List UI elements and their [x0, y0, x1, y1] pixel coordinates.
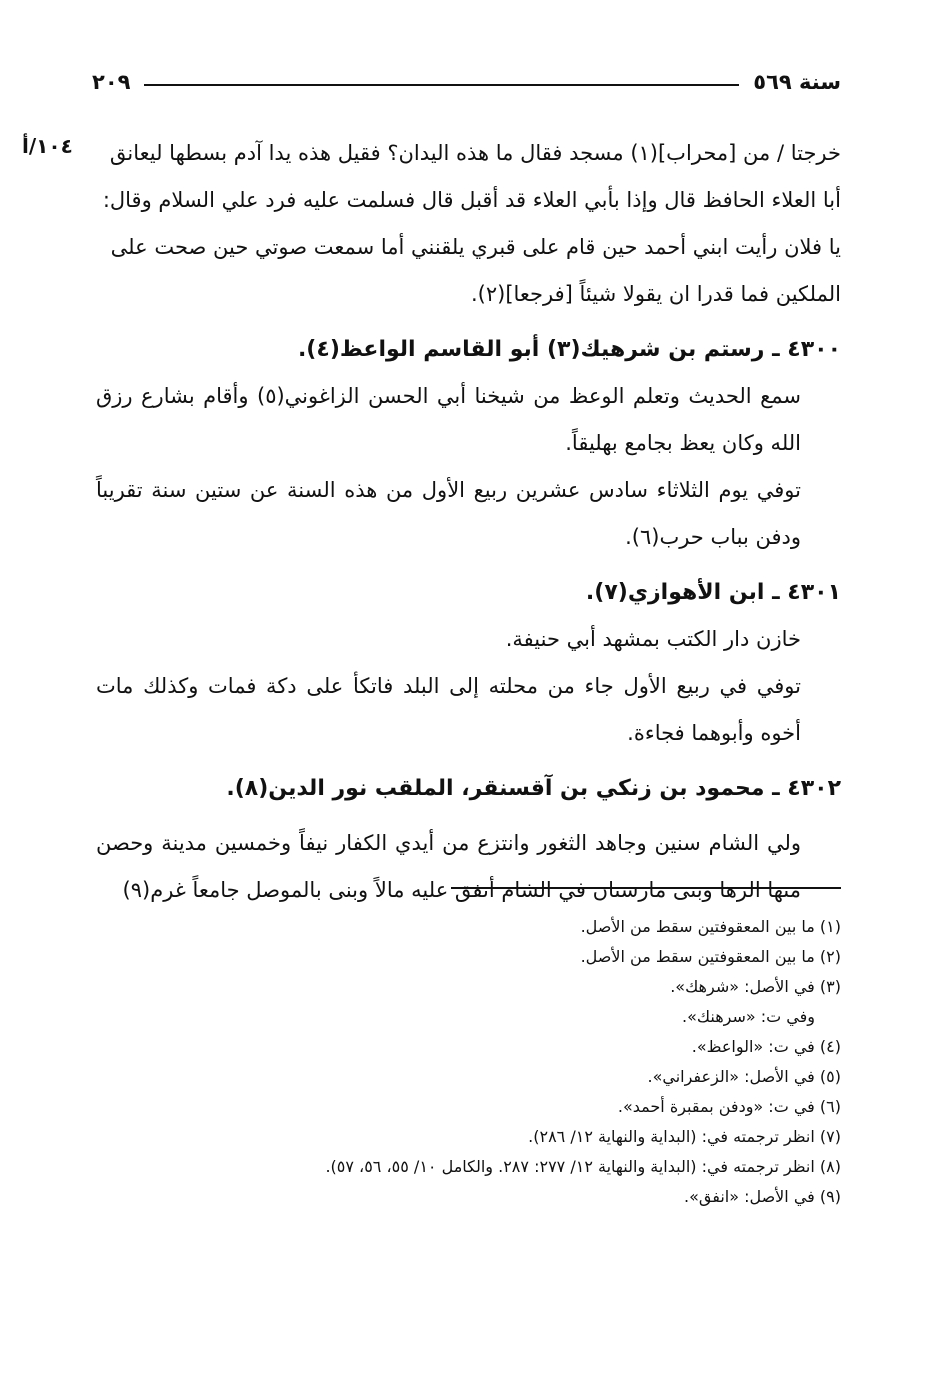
footnote: (٤) في ت: «الواعظ». — [691, 1037, 841, 1056]
footnote: (٣) في الأصل: «شرهك». — [670, 977, 841, 996]
footnote: (١) ما بين المعقوفتين سقط من الأصل. — [580, 917, 841, 936]
entry-paragraph: سمع الحديث وتعلم الوعظ من شيخنا أبي الحسن الزاغوني(٥) وأقام بشارع رزق الله وكان يعظ بجامع بهليقاً. — [96, 384, 802, 455]
running-header — [92, 62, 841, 102]
entry-paragraph: ولي الشام سنين وجاهد الثغور وانتزع من أيدي الكفار نيفاً وخمسين مدينة وحصن منها الرها وبنى مارستان في الشام أنفق عليه مالاً وبنى بالموصل جامعاً غرم(٩) — [96, 831, 801, 902]
footnote: (٨) انظر ترجمته في: (البداية والنهاية ١٢/ ٢٧٧: ٢٨٧. والكامل ١٠/ ٥٥، ٥٦، ٥٧). — [325, 1157, 841, 1176]
footnote: وفي ت: «سرهنك». — [682, 1007, 815, 1026]
header-rule — [144, 84, 739, 86]
entry-paragraph: توفي في ربيع الأول جاء من محلته إلى البلد فاتكأ على دكة فمات وكذلك مات أخوه وأبوهما فجاءة. — [96, 674, 801, 745]
entry-title: ٤٣٠١ ـ ابن الأهوازي(٧). — [585, 580, 841, 605]
entry-title: ٤٣٠٢ ـ محمود بن زنكي بن آقسنقر، الملقب نور الدين(٨). — [226, 776, 841, 801]
main-text — [96, 130, 841, 914]
footnote: (٧) انظر ترجمته في: (البداية والنهاية ١٢/ ٢٨٦). — [528, 1127, 841, 1146]
footnote: (٢) ما بين المعقوفتين سقط من الأصل. — [580, 947, 841, 966]
intro-line: خرجتا / من [محراب](١) مسجد فقال ما هذه اليدان؟ فقيل هذه يدا آدم بسطها ليعانق — [109, 141, 841, 165]
entry-paragraph: توفي يوم الثلاثاء سادس عشرين ربيع الأول من هذه السنة عن ستين سنة تقريباً ودفن بباب حرب(٦). — [96, 478, 801, 549]
footnote: (٦) في ت: «ودفن بمقبرة أحمد». — [617, 1097, 841, 1116]
footnote-divider — [451, 887, 841, 889]
intro-line: الملكين فما قدرا ان يقولا شيئاً [فرجعا](٢). — [470, 282, 841, 306]
footnote: (٩) في الأصل: «انفق». — [684, 1187, 841, 1206]
footnotes — [96, 912, 841, 1212]
footnote: (٥) في الأصل: «الزعفراني». — [647, 1067, 841, 1086]
manuscript-folio-note: ١٠٤/أ — [22, 134, 73, 158]
header-year: سنة ٥٦٩ — [753, 70, 841, 94]
page-number: ٢٠٩ — [92, 70, 131, 94]
entry-paragraph: خازن دار الكتب بمشهد أبي حنيفة. — [505, 627, 801, 651]
intro-line: يا فلان رأيت ابني أحمد حين قام على قبري يلقنني أما سمعت صوتي حين صحت على — [110, 235, 841, 259]
intro-line: أبا العلاء الحافظ قال وإذا بأبي العلاء قد أقبل قال فسلمت عليه فرد علي السلام وقال: — [102, 188, 841, 212]
entry-title: ٤٣٠٠ ـ رستم بن شرهيك(٣) أبو القاسم الواعظ(٤). — [297, 337, 841, 362]
